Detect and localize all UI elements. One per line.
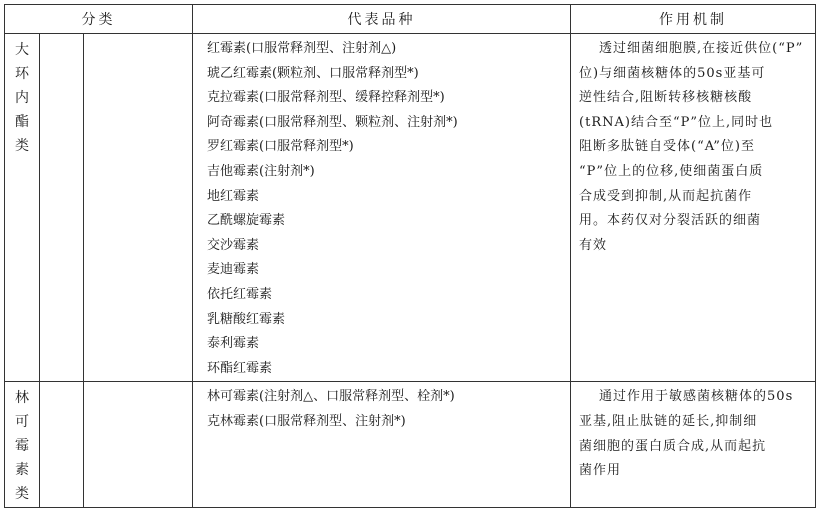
- category-char: 大: [15, 42, 29, 58]
- mechanism-text: [571, 382, 816, 508]
- empty-cell: [40, 382, 84, 508]
- drug-item: 罗红霉素(口服常释剂型*): [207, 139, 354, 155]
- empty-cell: [40, 34, 84, 382]
- mechanism-line: 合成受到抑制,从而起抗菌作: [579, 188, 753, 204]
- drug-item: 吉他霉素(注射剂*): [207, 163, 315, 179]
- drug-item: 地红霉素: [207, 188, 260, 204]
- mechanism-line: “P”位上的位移,使细菌蛋白质: [579, 163, 764, 179]
- drug-item: 乳糖酸红霉素: [207, 311, 286, 327]
- mechanism-line: (tRNA)结合至“P”位上,同时也: [579, 114, 774, 130]
- header-representatives: 代表品种: [193, 5, 571, 34]
- drug-classification-table: [4, 4, 816, 508]
- mechanism-line: 用。本药仅对分裂活跃的细菌: [579, 213, 762, 229]
- header-row: [5, 5, 816, 34]
- mechanism-line: 有效: [579, 237, 608, 253]
- mechanism-line: 亚基,阻止肽链的延长,抑制细: [579, 413, 758, 429]
- drug-item: 依托红霉素: [207, 286, 273, 302]
- drug-item: 琥乙红霉素(颗粒剂、口服常释剂型*): [207, 65, 419, 81]
- mechanism-line: 通过作用于敏感菌核糖体的50s: [599, 389, 794, 405]
- drug-list: [193, 382, 571, 508]
- drug-item: 克拉霉素(口服常释剂型、缓释控释剂型*): [207, 90, 445, 106]
- category-cell: [5, 382, 40, 508]
- drug-item: 乙酰螺旋霉素: [207, 213, 286, 229]
- drug-item: 环酯红霉素: [207, 360, 273, 376]
- category-cell: [5, 34, 40, 382]
- category-char: 酯: [15, 114, 29, 130]
- mechanism-text: [571, 34, 816, 382]
- table-row: [5, 34, 816, 382]
- mechanism-line: 位)与细菌核糖体的50s亚基可: [579, 65, 766, 81]
- empty-cell: [84, 382, 193, 508]
- mechanism-line: 阻断多肽链自受体(“A”位)至: [579, 139, 755, 155]
- drug-list: [193, 34, 571, 382]
- mechanism-line: 逆性结合,阻断转移核糖核酸: [579, 90, 753, 106]
- category-char: 类: [15, 138, 29, 154]
- drug-item: 红霉素(口服常释剂型、注射剂△): [207, 41, 397, 56]
- category-char: 林: [15, 390, 29, 407]
- category-char: 素: [15, 462, 29, 479]
- drug-item: 麦迪霉素: [207, 262, 260, 278]
- category-char: 内: [15, 90, 29, 106]
- mechanism-line: 菌作用: [579, 463, 622, 479]
- header-category: 分类: [5, 5, 193, 34]
- drug-item: 林可霉素(注射剂△、口服常释剂型、栓剂*): [207, 389, 455, 405]
- category-char: 环: [15, 66, 29, 82]
- drug-item: 泰利霉素: [207, 336, 260, 352]
- category-char: 类: [15, 486, 29, 503]
- drug-item: 克林霉素(口服常释剂型、注射剂*): [207, 413, 406, 429]
- mechanism-line: 菌细胞的蛋白质合成,从而起抗: [579, 438, 767, 454]
- table-row: [5, 382, 816, 508]
- header-mechanism: 作用机制: [571, 5, 816, 34]
- category-char: 可: [15, 414, 29, 431]
- empty-cell: [84, 34, 193, 382]
- category-char: 霉: [15, 438, 29, 455]
- mechanism-line: 透过细菌细胞膜,在接近供位(“P”: [599, 41, 804, 56]
- drug-item: 阿奇霉素(口服常释剂型、颗粒剂、注射剂*): [207, 114, 458, 130]
- drug-item: 交沙霉素: [207, 237, 260, 253]
